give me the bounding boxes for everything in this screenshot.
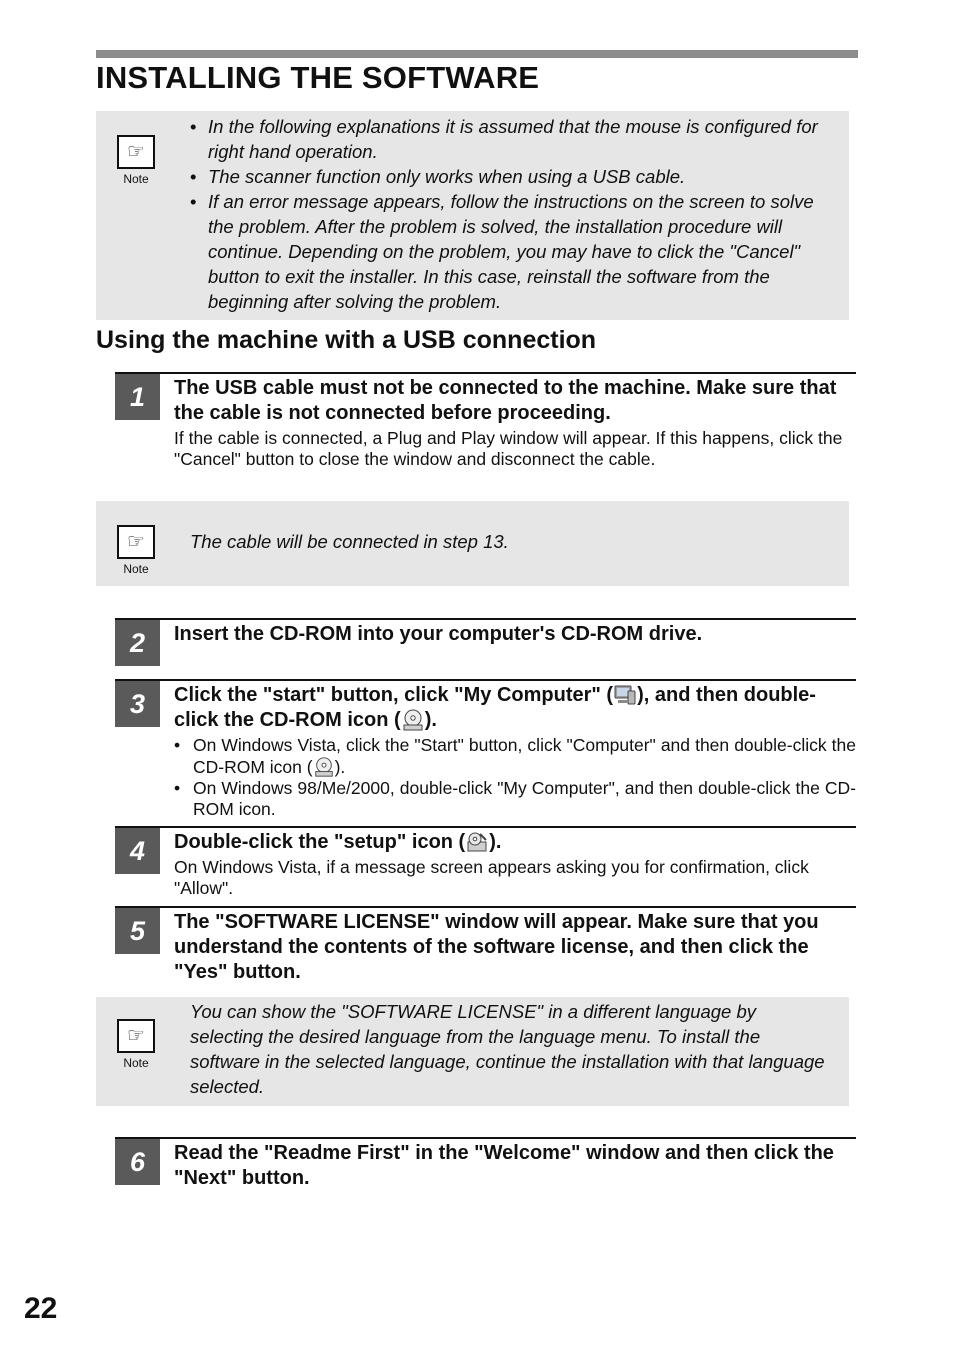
- step-description: If the cable is connected, a Plug and Play window will appear. If this happens, click the "Cancel" button to close the window and disconnect the cable.: [174, 428, 843, 469]
- note-box: [96, 111, 849, 320]
- note-box: [96, 501, 849, 586]
- page-number: 22: [24, 1292, 58, 1325]
- note-list: [190, 114, 831, 314]
- step-number: 5: [115, 908, 160, 954]
- cd-rom-icon: [313, 756, 335, 778]
- step-heading: Read the "Readme First" in the "Welcome" window and then click the "Next" button.: [174, 1142, 834, 1189]
- step-number: 2: [115, 620, 160, 666]
- note-text: You can show the "SOFTWARE LICENSE" in a different language by selecting the desired language from the language menu. To install the software in the selected language, continue the installation with that language selected.: [190, 1001, 825, 1097]
- step-6: [115, 1137, 856, 1199]
- step-5: [115, 906, 856, 993]
- setup-icon: [465, 830, 489, 854]
- pointing-hand-icon: ☞: [117, 1019, 155, 1053]
- bullet-item: • On Windows Vista, click the "Start" button, click "Computer" and then double-click the CD-ROM icon ( ).: [174, 735, 856, 778]
- cd-rom-icon: [401, 708, 425, 732]
- bullet-item: • On Windows 98/Me/2000, double-click "My Computer", and then double-click the CD-ROM icon.: [174, 778, 856, 820]
- step-heading: Insert the CD-ROM into your computer's CD-ROM drive.: [174, 623, 703, 645]
- top-rule: [96, 50, 858, 58]
- note-item: • The scanner function only works when using a USB cable.: [190, 164, 831, 189]
- page-title: INSTALLING THE SOFTWARE: [96, 60, 540, 95]
- step-2: [115, 618, 856, 670]
- pointing-hand-icon: ☞: [117, 525, 155, 559]
- note-text: The cable will be connected in step 13.: [190, 531, 509, 552]
- step-number: 6: [115, 1139, 160, 1185]
- pointing-hand-icon: ☞: [117, 135, 155, 169]
- step-description: On Windows Vista, if a message screen appears asking you for confirmation, click "Allow".: [174, 857, 809, 898]
- step-1: [115, 372, 856, 494]
- step-3: [115, 679, 856, 821]
- note-label: Note: [123, 172, 149, 186]
- note-item: • If an error message appears, follow the instructions on the screen to solve the problem. After the problem is solved, the installation procedure will continue. Depending on the problem, you may have to click the "Cancel" button to exit the installer. In this case, reinstall the software from the beginning after solving the problem.: [190, 189, 831, 314]
- step-4: [115, 826, 856, 906]
- step-heading: The "SOFTWARE LICENSE" window will appear. Make sure that you understand the contents of the software license, and then click the "Yes" button.: [174, 911, 819, 983]
- note-box: [96, 997, 849, 1106]
- step-heading: Click the "start" button, click "My Computer" ( ), and then double-click the CD-ROM icon ( ).: [174, 684, 816, 731]
- step-number: 1: [115, 374, 160, 420]
- step-number: 3: [115, 681, 160, 727]
- my-computer-icon: [613, 683, 637, 707]
- step-bullets: [174, 735, 856, 820]
- step-heading: The USB cable must not be connected to the machine. Make sure that the cable is not connected before proceeding.: [174, 377, 837, 424]
- step-number: 4: [115, 828, 160, 874]
- step-heading: Double-click the "setup" icon ( ).: [174, 831, 502, 853]
- note-label: Note: [123, 1056, 149, 1070]
- note-item: • In the following explanations it is assumed that the mouse is configured for right hand operation.: [190, 114, 831, 164]
- section-title: Using the machine with a USB connection: [96, 326, 597, 354]
- note-label: Note: [123, 562, 149, 576]
